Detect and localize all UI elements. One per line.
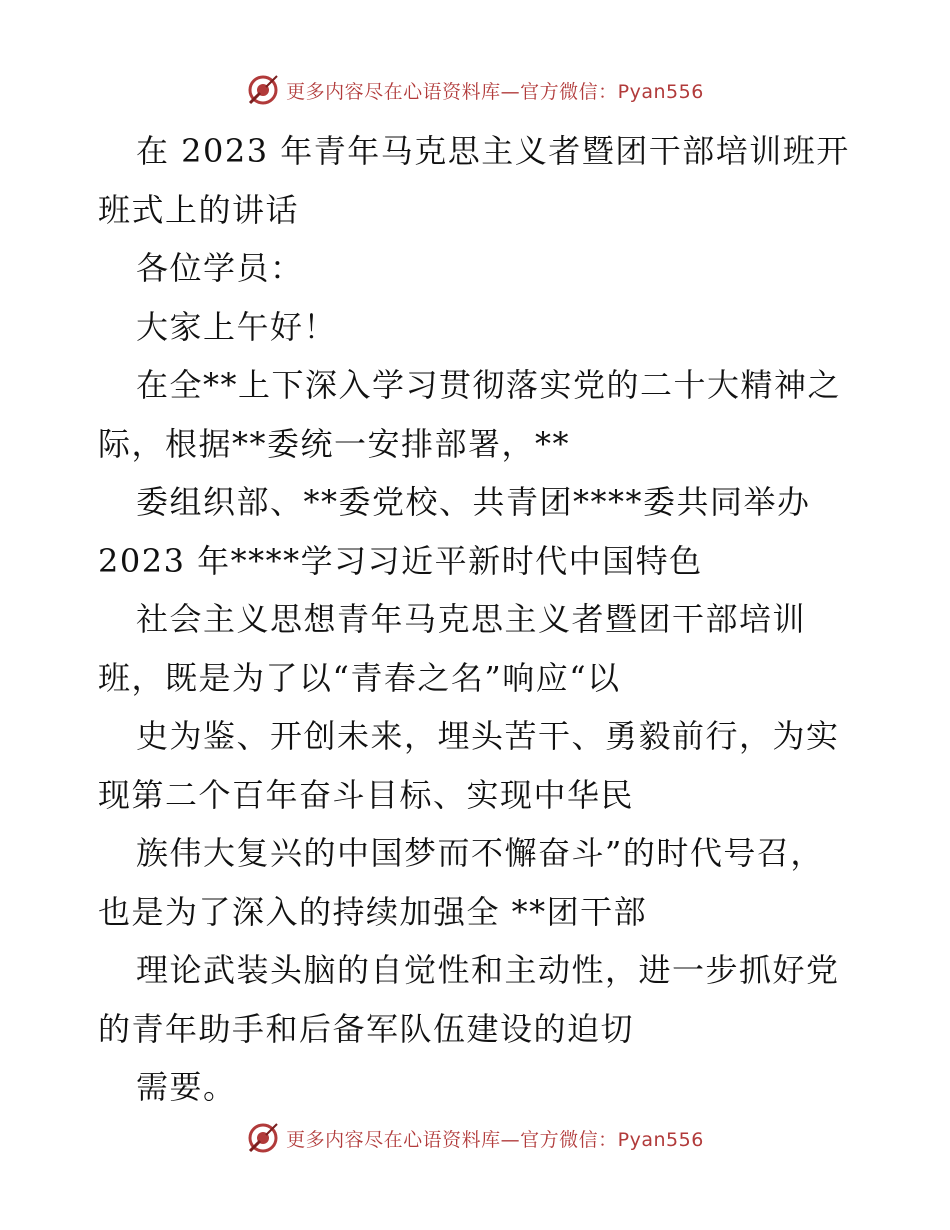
paragraph-line: 族伟大复兴的中国梦而不懈奋斗”的时代号召， (136, 834, 824, 872)
paragraph-line: 理论武装头脑的自觉性和主动性，进一步抓好党 (136, 951, 840, 989)
pen-circle-logo-icon (246, 73, 280, 107)
pen-circle-logo-icon (246, 1121, 280, 1155)
watermark-text: 更多内容尽在心语资料库—官方微信：Pyan556 (286, 1128, 704, 1151)
document-body (98, 122, 858, 1117)
paragraph-line: 的青年助手和后备军队伍建设的迫切 (98, 1009, 635, 1048)
paragraph-line: 2023 年****学习习近平新时代中国特色 (98, 541, 703, 580)
paragraph-line: 需要。 (136, 1068, 237, 1106)
paragraph-line: 班，既是为了以“青春之名”响应“以 (98, 658, 621, 697)
title-line-1: 在 2023 年青年马克思主义者暨团干部培训班开 (136, 132, 850, 170)
paragraph-line: 社会主义思想青年马克思主义者暨团干部培训 (136, 600, 807, 638)
paragraph-line: 史为鉴、开创未来，埋头苦干、勇毅前行，为实 (136, 717, 840, 755)
title-line-2: 班式上的讲话 (98, 190, 300, 229)
header-watermark (0, 70, 950, 110)
paragraph-line: 际，根据**委统一安排部署，** (98, 424, 571, 463)
footer-watermark (0, 1118, 950, 1158)
paragraph-line: 现第二个百年奋斗目标、实现中华民 (98, 775, 635, 814)
paragraph-line: 委组织部、**委党校、共青团****委共同举办 (136, 483, 811, 521)
watermark-text: 更多内容尽在心语资料库—官方微信：Pyan556 (286, 80, 704, 103)
paragraph-line: 也是为了深入的持续加强全 **团干部 (98, 892, 648, 931)
paragraph-line: 在全**上下深入学习贯彻落实党的二十大精神之 (136, 366, 842, 404)
greeting: 大家上午好！ (136, 307, 338, 346)
salutation: 各位学员： (136, 249, 304, 287)
